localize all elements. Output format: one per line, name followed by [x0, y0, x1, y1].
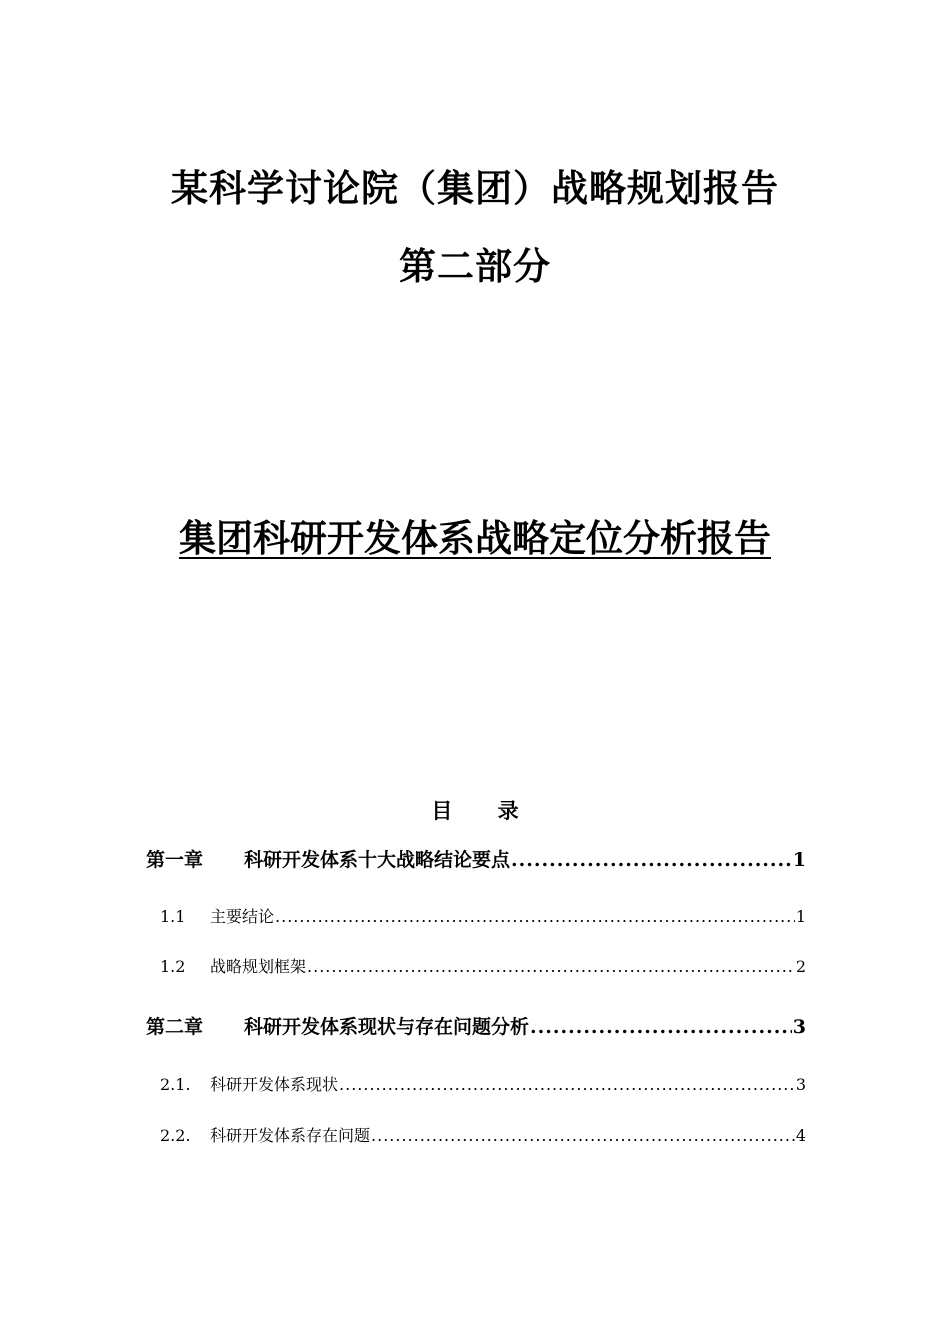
toc-entry-text: 科研开发体系现状: [210, 1075, 339, 1094]
report-title: [0, 510, 950, 566]
toc-dot-leader: [371, 1124, 795, 1148]
toc-entry-text: 科研开发体系十大战略结论要点: [244, 849, 511, 871]
toc-entry-page: 3: [792, 1016, 806, 1038]
toc-entry-text: 科研开发体系存在问题: [210, 1126, 371, 1145]
toc-dot-leader: [275, 905, 795, 929]
report-title-text: 集团科研开发体系战略定位分析报告: [179, 516, 771, 560]
toc-entry-number: 第一章: [146, 849, 204, 871]
toc-entry-text: 科研开发体系现状与存在问题分析: [244, 1016, 530, 1038]
toc-entry-page: 3: [795, 1075, 806, 1094]
toc-entry-page: 4: [795, 1126, 806, 1145]
toc-dot-leader: [530, 1013, 792, 1041]
toc-dot-leader: [307, 955, 795, 979]
toc-dot-leader: [511, 846, 792, 874]
toc-entry-number: 第二章: [146, 1016, 204, 1038]
toc-entry-section-2-1[interactable]: [146, 1073, 806, 1097]
toc-entry-section-1-2[interactable]: [146, 955, 806, 979]
document-title: 某科学讨论院（集团）战略规划报告: [171, 166, 779, 210]
toc-entry-chapter-1[interactable]: [146, 846, 806, 874]
toc-entry-section-1-1[interactable]: [146, 905, 806, 929]
toc-entry-page: 1: [792, 849, 806, 871]
toc-entry-chapter-2[interactable]: [146, 1013, 806, 1041]
toc-entry-text: 战略规划框架: [210, 957, 307, 976]
toc-heading: 目 录: [431, 798, 519, 823]
toc-entry-text: 主要结论: [210, 907, 275, 926]
toc-entry-section-2-2[interactable]: [146, 1124, 806, 1148]
toc-entry-page: 1: [795, 907, 806, 926]
document-part-label: 第二部分: [399, 244, 551, 288]
toc-entry-number: 1.2: [160, 957, 186, 976]
toc-entry-number: 2.2.: [160, 1126, 191, 1145]
toc-entry-number: 2.1.: [160, 1075, 191, 1094]
toc-entry-page: 2: [795, 957, 806, 976]
toc-dot-leader: [339, 1073, 795, 1097]
toc-entry-number: 1.1: [160, 907, 186, 926]
